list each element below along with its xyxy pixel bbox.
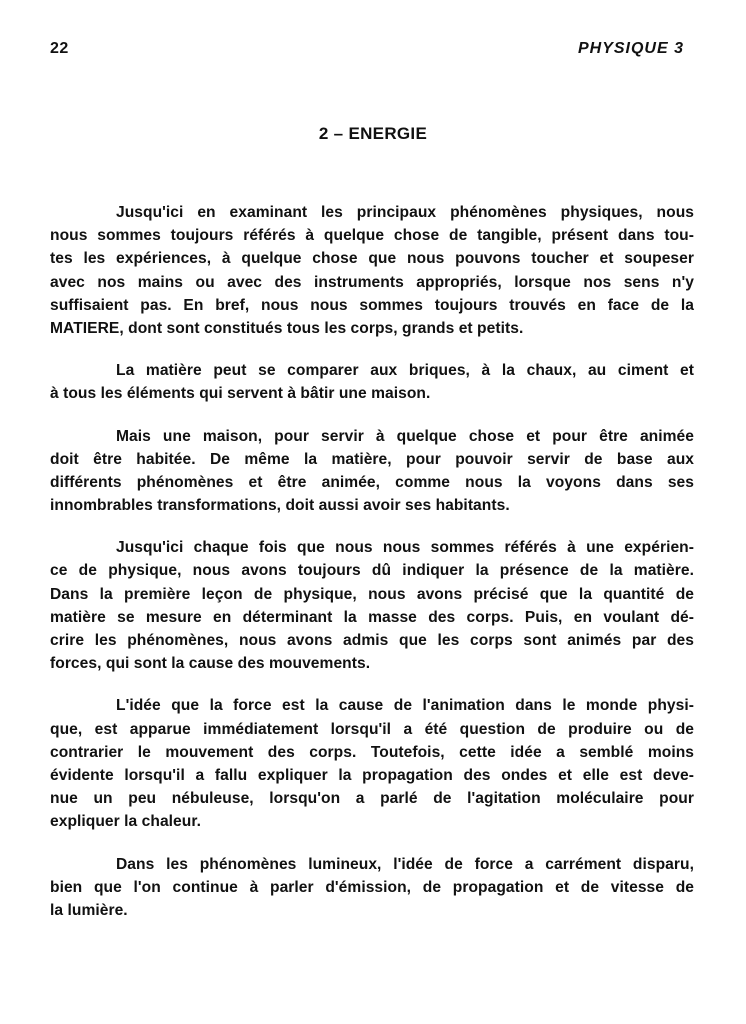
text-line: avec nos mains ou avec des instruments appropriés, lorsque nos sens n'y [50, 273, 694, 291]
paragraph-2 [50, 359, 694, 405]
text-line: à tous les éléments qui servent à bâtir une maison. [50, 385, 431, 403]
text-line: La matière peut se comparer aux briques, à la chaux, au ciment et [116, 362, 694, 380]
text-line: la lumière. [50, 901, 128, 919]
text-line: Jusqu'ici chaque fois que nous nous sommes référés à une expérien- [116, 539, 694, 557]
text-line: nue un peu nébuleuse, lorsqu'on a parlé de l'agitation moléculaire pour [50, 790, 694, 808]
paragraph-4 [50, 536, 694, 675]
text-line: L'idée que la force est la cause de l'animation dans le monde physi- [116, 697, 694, 715]
section-title: 2 – ENERGIE [318, 124, 428, 143]
paragraph-6 [50, 853, 694, 923]
text-line: suffisaient pas. En bref, nous nous sommes toujours trouvés en face de la [50, 296, 694, 314]
text-line: Dans la première leçon de physique, nous avons précisé que la quantité de [50, 585, 694, 603]
text-line: ce de physique, nous avons toujours dû indiquer la présence de la matière. [50, 562, 694, 580]
text-line: contrarier le mouvement des corps. Toutefois, cette idée a semblé moins [50, 743, 694, 761]
paragraph-3 [50, 425, 694, 518]
text-line: matière se mesure en déterminant la masse des corps. Puis, en voulant dé- [50, 608, 694, 626]
text-line: innombrables transformations, doit aussi avoir ses habitants. [50, 497, 510, 515]
text-line: tes les expériences, à quelque chose que nous pouvons toucher et soupeser [50, 250, 694, 268]
text-line: nous sommes toujours référés à quelque chose de tangible, présent dans tou- [50, 227, 694, 245]
text-line: Mais une maison, pour servir à quelque chose et pour être animée [116, 427, 694, 445]
text-line: différents phénomènes et être animée, comme nous la voyons dans ses [50, 473, 694, 491]
text-line: doit être habitée. De même la matière, pour pouvoir servir de base aux [50, 450, 694, 468]
running-title: PHYSIQUE 3 [577, 40, 684, 57]
text-line: Dans les phénomènes lumineux, l'idée de force a carrément disparu, [116, 855, 694, 873]
body-text [50, 201, 694, 941]
page-number: 22 [50, 40, 69, 57]
text-line: forces, qui sont la cause des mouvements. [50, 655, 371, 673]
text-line: bien que l'on continue à parler d'émission, de propagation et de vitesse de [50, 878, 694, 896]
text-line: MATIERE, dont sont constitués tous les corps, grands et petits. [50, 319, 524, 337]
paragraph-5 [50, 694, 694, 833]
text-line: évidente lorsqu'il a fallu expliquer la propagation des ondes et elle est deve- [50, 766, 694, 784]
text-line: crire les phénomènes, nous avons admis que les corps sont animés par des [50, 632, 694, 649]
text-line: expliquer la chaleur. [50, 813, 201, 831]
text-line: que, est apparue immédiatement lorsqu'il a été question de produire ou de [50, 720, 694, 738]
paragraph-1 [50, 201, 694, 340]
text-line: Jusqu'ici en examinant les principaux phénomènes physiques, nous [116, 204, 694, 221]
